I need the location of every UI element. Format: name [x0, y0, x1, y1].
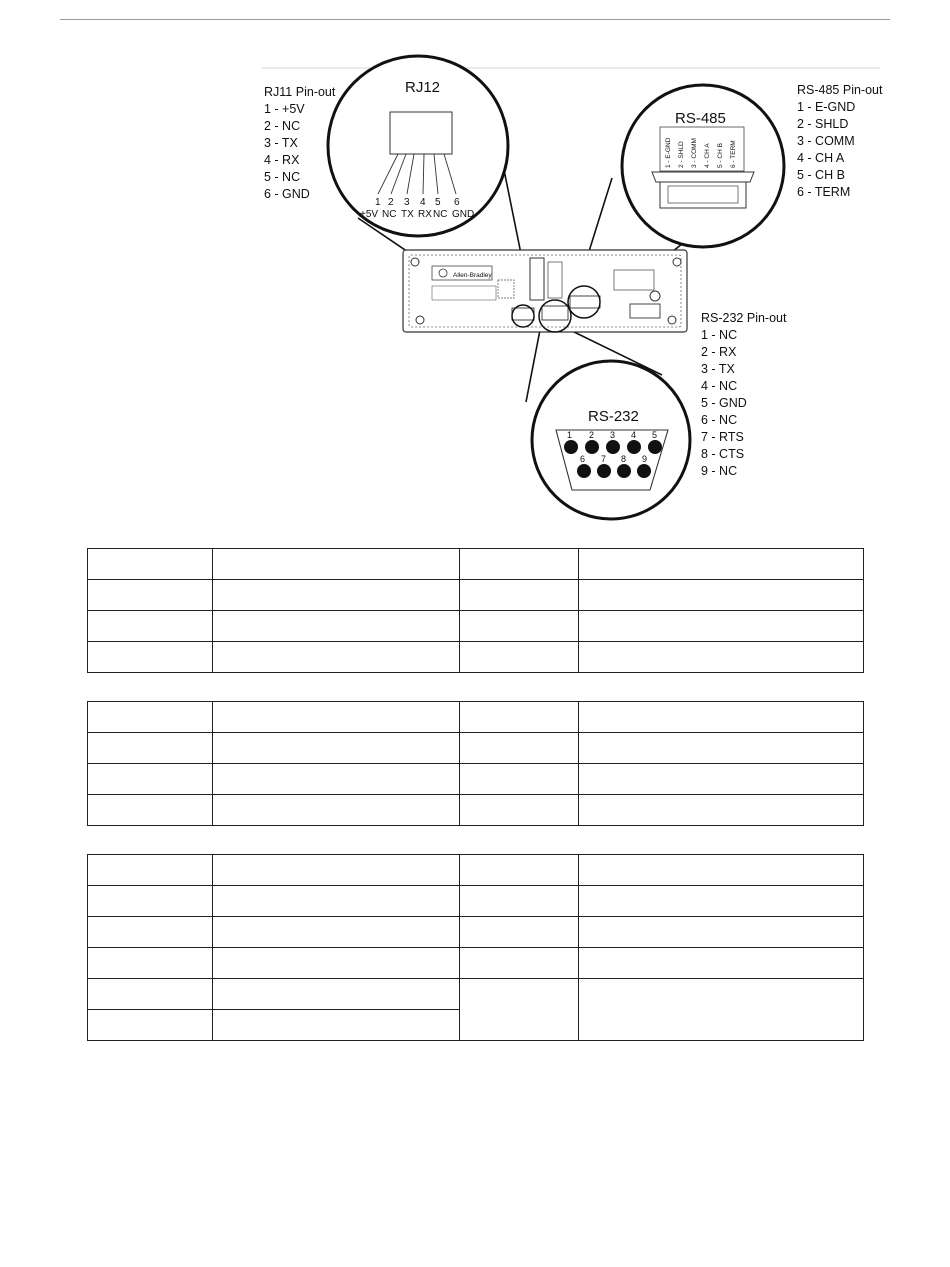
- db9-pin-label-8: 8: [621, 454, 627, 464]
- rj12-pin-name-3: TX: [401, 209, 414, 220]
- table-cell: [88, 580, 213, 611]
- rj11-pin-4: 4 - RX: [264, 153, 300, 167]
- rs485-callout: [622, 85, 784, 247]
- rs232-pin-list: [701, 328, 747, 478]
- rs485-terminal-label-5: 5 - CH B: [717, 143, 724, 168]
- db9-pin-9: [637, 464, 651, 478]
- table-cell: [88, 855, 213, 886]
- rs232-pin-5: 5 - GND: [701, 396, 747, 410]
- rs485-pinout-title: RS-485 Pin-out: [797, 83, 883, 97]
- rj12-connector-label: RJ12: [405, 79, 441, 96]
- table-cell: [88, 886, 213, 917]
- table-cell: [213, 549, 460, 580]
- empty-table-2: [87, 701, 864, 826]
- db9-pin-1: [564, 440, 578, 454]
- rs485-terminal-label-3: 3 - COMM: [691, 138, 698, 168]
- rj12-pin-name-2: NC: [382, 209, 397, 220]
- rj12-pin-name-4: RX: [418, 209, 432, 220]
- table-cell: [460, 855, 579, 886]
- table-cell: [88, 702, 213, 733]
- table-row: [88, 549, 864, 580]
- rs232-pin-4: 4 - NC: [701, 379, 738, 393]
- device-brand-label: Allen-Bradley: [453, 272, 492, 279]
- table-cell: [88, 611, 213, 642]
- rs485-connector-label: RS-485: [675, 110, 726, 127]
- rj12-pin-number-6: 6: [454, 197, 460, 208]
- rs232-pin-1: 1 - NC: [701, 328, 738, 342]
- db9-pin-6: [577, 464, 591, 478]
- db9-pin-8: [617, 464, 631, 478]
- rj12-pin-name-6: GND: [452, 209, 475, 220]
- empty-table-1: [87, 548, 864, 673]
- table-row: [88, 795, 864, 826]
- table-cell: [460, 795, 579, 826]
- rs485-pin-1: 1 - E-GND: [797, 100, 856, 114]
- rs232-pin-8: 8 - CTS: [701, 447, 745, 461]
- table-cell: [88, 948, 213, 979]
- db9-pin-2: [585, 440, 599, 454]
- table-row: [88, 764, 864, 795]
- rs232-pin-3: 3 - TX: [701, 362, 735, 376]
- rs232-pin-2: 2 - RX: [701, 345, 737, 359]
- rs485-pin-4: 4 - CH A: [797, 151, 845, 165]
- table-row: [88, 611, 864, 642]
- table-cell: [213, 795, 460, 826]
- table-cell: [460, 917, 579, 948]
- rj12-pin-name-5: NC: [433, 209, 448, 220]
- table-cell: [213, 948, 460, 979]
- rj11-pin-list: [264, 102, 310, 201]
- db9-pin-label-4: 4: [631, 430, 637, 440]
- table-cell: [579, 948, 864, 979]
- table-cell: [213, 979, 460, 1010]
- rj11-pin-6: 6 - GND: [264, 187, 310, 201]
- table-merged-cell: [460, 979, 579, 1041]
- rs485-pin-6: 6 - TERM: [797, 185, 851, 199]
- table-merged-cell: [579, 979, 864, 1041]
- table-row: [88, 979, 864, 1010]
- table-cell: [579, 642, 864, 673]
- table-cell: [460, 642, 579, 673]
- empty-table-3: [87, 854, 864, 1041]
- table-row: [88, 733, 864, 764]
- rj12-pin-number-4: 4: [420, 197, 426, 208]
- db9-pin-label-6: 6: [580, 454, 586, 464]
- connector-pinout-diagram: [0, 0, 950, 540]
- table-cell: [460, 611, 579, 642]
- table-cell: [579, 611, 864, 642]
- rj11-pin-2: 2 - NC: [264, 119, 301, 133]
- table-cell: [460, 948, 579, 979]
- table-row: [88, 917, 864, 948]
- table-cell: [579, 549, 864, 580]
- db9-pin-5: [648, 440, 662, 454]
- db9-pin-label-7: 7: [601, 454, 607, 464]
- table-row: [88, 886, 864, 917]
- table-cell: [213, 611, 460, 642]
- table-cell: [460, 764, 579, 795]
- table-cell: [213, 702, 460, 733]
- table-cell: [460, 580, 579, 611]
- table-cell: [460, 549, 579, 580]
- rs232-callout-circle: [532, 361, 690, 519]
- rs232-pin-6: 6 - NC: [701, 413, 738, 427]
- rs232-connector-label: RS-232: [588, 408, 639, 425]
- db9-pin-label-2: 2: [589, 430, 595, 440]
- table-cell: [88, 1010, 213, 1041]
- table-cell: [88, 979, 213, 1010]
- table-cell: [579, 733, 864, 764]
- db9-pin-3: [606, 440, 620, 454]
- table-cell: [88, 733, 213, 764]
- rs232-pin-7: 7 - RTS: [701, 430, 744, 444]
- table-cell: [88, 549, 213, 580]
- db9-pin-7: [597, 464, 611, 478]
- rj11-pin-5: 5 - NC: [264, 170, 301, 184]
- rj12-pin-number-1: 1: [375, 197, 381, 208]
- table-cell: [88, 642, 213, 673]
- table-cell: [213, 1010, 460, 1041]
- table-cell: [213, 886, 460, 917]
- table-cell: [460, 702, 579, 733]
- rs485-pin-2: 2 - SHLD: [797, 117, 849, 131]
- rj12-pin-name-1: +5V: [360, 209, 379, 220]
- table-cell: [460, 733, 579, 764]
- rj12-pin-number-5: 5: [435, 197, 441, 208]
- device-back-view: [403, 250, 687, 332]
- rj11-pin-1: 1 - +5V: [264, 102, 305, 116]
- rj11-pinout-title: RJ11 Pin-out: [264, 85, 336, 99]
- rs485-terminal-label-4: 4 - CH A: [704, 143, 711, 168]
- rs485-pin-list: [797, 100, 855, 199]
- table-cell: [213, 733, 460, 764]
- table-cell: [579, 795, 864, 826]
- rs485-terminal-label-2: 2 - SHLD: [678, 141, 685, 168]
- table-cell: [579, 917, 864, 948]
- rj12-pin-number-3: 3: [404, 197, 410, 208]
- table-row: [88, 580, 864, 611]
- table-cell: [88, 917, 213, 948]
- table-row: [88, 702, 864, 733]
- table-cell: [213, 642, 460, 673]
- db9-pin-label-9: 9: [642, 454, 648, 464]
- table-cell: [213, 917, 460, 948]
- rs232-pin-9: 9 - NC: [701, 464, 738, 478]
- table-cell: [579, 886, 864, 917]
- db9-pin-4: [627, 440, 641, 454]
- rs232-pinout-title: RS-232 Pin-out: [701, 311, 787, 325]
- rs485-terminal-label-6: 6 - TERM: [730, 140, 737, 168]
- table-row: [88, 948, 864, 979]
- rs485-pin-5: 5 - CH B: [797, 168, 845, 182]
- table-row: [88, 855, 864, 886]
- table-cell: [579, 702, 864, 733]
- table-cell: [579, 855, 864, 886]
- table-cell: [213, 855, 460, 886]
- table-cell: [213, 764, 460, 795]
- rs232-callout: [532, 361, 690, 519]
- rj12-pin-number-2: 2: [388, 197, 394, 208]
- rj11-pin-3: 3 - TX: [264, 136, 298, 150]
- table-cell: [579, 764, 864, 795]
- db9-pin-label-1: 1: [567, 430, 573, 440]
- table-cell: [88, 764, 213, 795]
- table-cell: [579, 580, 864, 611]
- rs485-pin-3: 3 - COMM: [797, 134, 855, 148]
- rj12-callout: [328, 56, 508, 236]
- table-cell: [213, 580, 460, 611]
- table-cell: [460, 886, 579, 917]
- table-row: [88, 642, 864, 673]
- rs485-terminal-label-1: 1 - E-GND: [665, 137, 672, 168]
- db9-pin-label-5: 5: [652, 430, 658, 440]
- table-cell: [88, 795, 213, 826]
- db9-pin-label-3: 3: [610, 430, 616, 440]
